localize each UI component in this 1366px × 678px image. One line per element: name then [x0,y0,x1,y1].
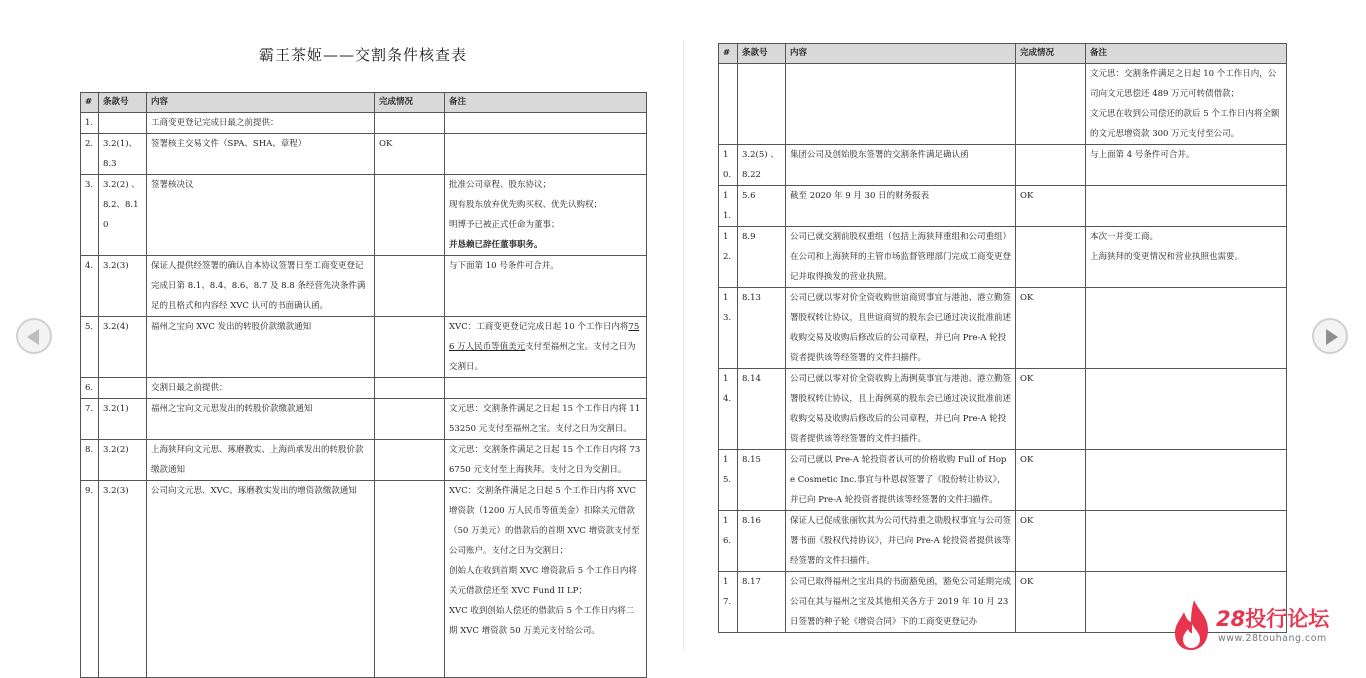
checklist-table-left [80,92,647,678]
row-content: 公司向文元思、XVC、琢磨教实发出的增资款缴款通知 [147,481,375,678]
row-clause: 8.9 [738,227,786,288]
checklist-table-right [718,43,1287,633]
row-num: 15. [719,450,738,511]
table-row [81,256,647,317]
row-content: 公司已就以零对价全资收购世谊商贸事宜与港池、港立勤签署股权转让协议，且世谊商贸的股东会已通过决议批准前述收购交易及收购后修改后的公司章程，并已向 Pre-A 轮投资者提供该等经签署的文件扫描件。 [786,288,1016,369]
header-remark: 备注 [445,93,647,113]
row-remark: 与上面第 4 号条件可合并。 [1086,145,1287,186]
table-row [719,64,1287,145]
row-status [1016,145,1086,186]
row-status: OK [1016,369,1086,450]
row-status [375,256,445,317]
row-status [1016,227,1086,288]
row-remark [1086,511,1287,572]
row-clause: 8.13 [738,288,786,369]
row-num: 4. [81,256,99,317]
row-content [786,64,1016,145]
previous-page-button[interactable] [16,318,52,354]
row-remark: XVC：交割条件满足之日起 5 个工作日内将 XVC 增资款（1200 万人民币等值美金）扣除关元借款（50 万美元）的借款后的首期 XVC 增资款支付至公司账户。支付之日为交割日； 创始人在收到首期 XVC 增资款后 5 个工作日内将关元借款偿还至 XVC Fund II LP； XVC 收到创始人偿还的借款后 5 个工作日内将二期 XVC 增资款 50 万美元支付给公司。 [445,481,647,678]
row-content: 保证人提供经签署的确认自本协议签署日至工商变更登记完成日第 8.1、8.4、8.6、8.7 及 8.8 条经营先决条件满足的且格式和内容经 XVC 认可的书面确认函。 [147,256,375,317]
header-clause: 条款号 [99,93,147,113]
row-num: 13. [719,288,738,369]
next-page-button[interactable] [1312,318,1348,354]
table-row [719,186,1287,227]
row-num: 3. [81,175,99,256]
row-num: 2. [81,134,99,175]
row-status [375,175,445,256]
row-status: OK [1016,288,1086,369]
table-row [719,450,1287,511]
table-row [81,399,647,440]
remark-underlined-amount: 756 万人民币等值美元 [449,322,640,352]
row-clause [99,378,147,399]
row-num: 11. [719,186,738,227]
row-status: OK [1016,186,1086,227]
row-content: 保证人已促成张丽钦其为公司代持重之勋股权事宜与公司签署书面《股权代持协议》，并已向 Pre-A 轮投资者提供该等经签署的文件扫描件。 [786,511,1016,572]
row-content: 福州之宝向文元思发出的转股价款缴款通知 [147,399,375,440]
row-clause: 8.14 [738,369,786,450]
row-clause: 3.2(1)、8.3 [99,134,147,175]
row-clause: 8.17 [738,572,786,633]
brand-number: 28 [1216,607,1246,631]
row-remark [445,317,647,378]
table-header-row [719,44,1287,64]
row-clause: 3.2(4) [99,317,147,378]
row-remark: 文元思：交割条件满足之日起 15 个工作日内将 1153250 元支付至福州之宝。支付之日为交割日。 [445,399,647,440]
table-row [719,511,1287,572]
header-content: 内容 [147,93,375,113]
site-url: www.28touhang.com [1218,633,1327,644]
row-clause: 8.16 [738,511,786,572]
arrow-right-icon [1326,329,1338,345]
row-num: 9. [81,481,99,678]
row-status: OK [1016,450,1086,511]
brand-name [1216,603,1329,633]
table-row [81,440,647,481]
row-num: 7. [81,399,99,440]
document-title: 霸王茶姬——交割条件核查表 [258,46,467,64]
table-row [81,378,647,399]
row-clause: 3.2(2) [99,440,147,481]
row-content: 工商变更登记完成日最之前提供： [147,113,375,134]
table-row [81,481,647,678]
row-remark [1086,288,1287,369]
row-num: 17. [719,572,738,633]
header-remark: 备注 [1086,44,1287,64]
row-content: 公司已就以零对价全资收购上海例莫事宜与港池、港立勤签署股权转让协议，且上海例莫的股东会已通过决议批准前述收购交易及收购后修改后的公司章程，并已向 Pre-A 轮投资者提供该等经签署的文件扫描件。 [786,369,1016,450]
row-clause: 3.2(5) 、 8.22 [738,145,786,186]
brand-text: 投行论坛 [1245,607,1330,631]
row-status [375,481,445,678]
row-clause: 5.6 [738,186,786,227]
arrow-left-icon [27,329,39,345]
row-status: OK [375,134,445,175]
row-status [1016,64,1086,145]
remark-text: 支付至福州之宝。支付之日为交割日。 [449,342,636,372]
row-status [375,440,445,481]
row-num [719,64,738,145]
row-num: 1. [81,113,99,134]
row-remark [1086,450,1287,511]
site-logo [1172,598,1342,652]
table-row [719,145,1287,186]
table-header-row [81,93,647,113]
row-remark [1086,369,1287,450]
table-row [81,134,647,175]
remark-text: 批准公司章程、股东协议； 现有股东放弃优先购买权、优先认购权； 明博予已被正式任命为董事； [449,180,603,230]
row-num: 10. [719,145,738,186]
row-num: 16. [719,511,738,572]
row-clause [738,64,786,145]
row-status [375,399,445,440]
row-remark: 文元思：交割条件满足之日起 15 个工作日内将 736750 元支付至上海狭拜。支付之日为交割日。 [445,440,647,481]
row-status: OK [1016,572,1086,633]
header-content: 内容 [786,44,1016,64]
row-clause: 3.2(3) [99,481,147,678]
row-content: 公司已取得福州之宝出具的书面豁免函，豁免公司延期完成公司在其与福州之宝及其他相关各方于 2019 年 10 月 23 日签署的种子轮《增资合同》下的工商变更登记办 [786,572,1016,633]
row-content: 签署核主交易文件（SPA、SHA、章程） [147,134,375,175]
row-num: 8. [81,440,99,481]
table-row [81,175,647,256]
table-row [719,227,1287,288]
row-remark: 与下面第 10 号条件可合并。 [445,256,647,317]
header-num: # [719,44,738,64]
row-clause [99,113,147,134]
row-content: 福州之宝向 XVC 发出的转股价款缴款通知 [147,317,375,378]
header-num: # [81,93,99,113]
row-content: 交割日最之前提供： [147,378,375,399]
row-clause: 3.2(3) [99,256,147,317]
flame-icon [1172,598,1212,652]
row-status [375,113,445,134]
row-clause: 8.15 [738,450,786,511]
row-content: 签署核决议 [147,175,375,256]
page-divider [683,40,684,650]
row-remark [445,175,647,256]
row-remark: 文元思：交割条件满足之日起 10 个工作日内，公司向文元思偿还 489 万元可转债借款； 文元思在收到公司偿还的款后 5 个工作日内将全额的文元思增资款 300 万元支付至公司。 [1086,64,1287,145]
row-status [375,378,445,399]
header-status: 完成情况 [1016,44,1086,64]
header-clause: 条款号 [738,44,786,64]
row-remark [445,134,647,175]
row-content: 公司已就以 Pre-A 轮投资者认可的价格收购 Full of Hope Cosmetic Inc.事宜与朴恩叔签署了《股份转让协议》，并已向 Pre-A 轮投资者提供该等经签署的文件扫描件。 [786,450,1016,511]
row-remark [445,113,647,134]
header-status: 完成情况 [375,93,445,113]
row-num: 14. [719,369,738,450]
row-remark [445,378,647,399]
row-content: 上海狭拜向文元思、琢磨教实、上海尚承发出的转股价款缴款通知 [147,440,375,481]
row-num: 12. [719,227,738,288]
row-content: 集团公司及创始股东签署的交割条件满足确认函 [786,145,1016,186]
remark-pre-text: XVC：工商变更登记完成日起 10 个工作日内将 [449,322,629,332]
row-content: 公司已就交割前股权重组（包括上海狭拜重组和公司重组）在公司和上海狭拜的主管市场监督管理部门完成工商变更登记并取得换发的营业执照。 [786,227,1016,288]
table-row [81,113,647,134]
row-status [375,317,445,378]
row-remark [1086,186,1287,227]
row-content: 截至 2020 年 9 月 30 日的财务报表 [786,186,1016,227]
row-remark: 本次一并变工商。 上海狭拜的变更情况和营业执照也需要。 [1086,227,1287,288]
row-status: OK [1016,511,1086,572]
row-clause: 3.2(2) 、 8.2、8.10 [99,175,147,256]
table-row [719,288,1287,369]
row-num: 5. [81,317,99,378]
remark-bold-text: 并恳赖已辞任董事职务。 [449,240,543,250]
row-num: 6. [81,378,99,399]
table-row [81,317,647,378]
table-row [719,369,1287,450]
row-clause: 3.2(1) [99,399,147,440]
